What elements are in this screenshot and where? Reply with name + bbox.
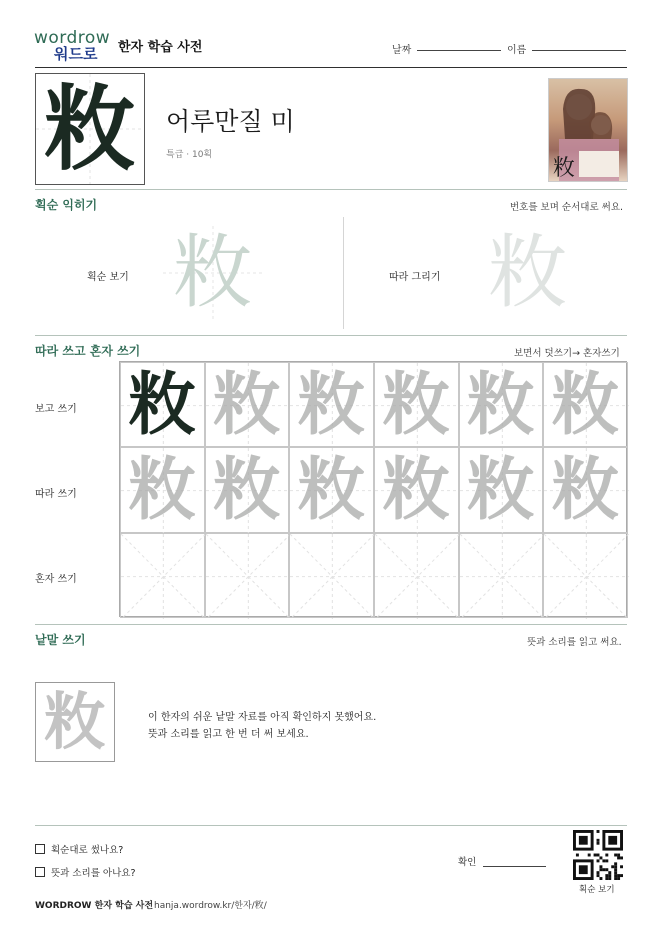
confirm-field[interactable] [483, 866, 546, 867]
logo-en: wordrow [34, 28, 111, 48]
main-hanja: 敉 [43, 75, 136, 183]
practice-cell[interactable] [120, 533, 205, 618]
confirm-label: 확인 [458, 857, 477, 868]
divider-4 [35, 825, 627, 826]
divider-2 [35, 335, 627, 336]
check-item-2-label: 뜻과 소리를 아나요? [51, 868, 136, 879]
stroke-section-title: 획순 익히기 [35, 198, 98, 212]
practice-cell[interactable] [289, 362, 374, 447]
date-field[interactable] [417, 50, 501, 51]
word-section-title: 낱말 쓰기 [35, 633, 86, 647]
stroke-view-label: 획순 보기 [87, 272, 129, 283]
practice-glyph: 敉 [212, 365, 281, 445]
cell-guide-lines [121, 534, 206, 619]
practice-cell[interactable] [120, 362, 205, 447]
main-hanja-box [35, 73, 145, 185]
header-divider [35, 67, 627, 68]
logo-ko: 워드로 [54, 45, 98, 63]
cell-guide-lines [460, 534, 545, 619]
practice-cell[interactable] [459, 533, 544, 618]
practice-cell[interactable] [459, 362, 544, 447]
practice-glyph: 敉 [551, 365, 620, 445]
practice-cell[interactable] [120, 447, 205, 532]
qr-caption: 획순 보기 [579, 885, 615, 895]
trace-char[interactable] [478, 226, 578, 320]
practice-cell[interactable] [459, 447, 544, 532]
svg-text:敉: 敉 [553, 156, 576, 181]
illustration [549, 79, 627, 181]
wordrow-logo [34, 30, 114, 64]
practice-cell[interactable] [289, 447, 374, 532]
practice-section-title: 따라 쓰고 혼자 쓰기 [35, 344, 141, 358]
qr-pattern [573, 830, 623, 880]
checkbox-2[interactable] [35, 867, 45, 877]
meaning-sound: 어루만질 미 [166, 107, 295, 136]
practice-cell[interactable] [205, 447, 290, 532]
stroke-divider [343, 217, 344, 329]
divider-1 [35, 189, 627, 190]
cell-guide-lines [290, 534, 375, 619]
name-field[interactable] [532, 50, 626, 51]
practice-cell[interactable] [374, 362, 459, 447]
practice-cell[interactable] [543, 447, 628, 532]
stroke-order-glyph: 敉 [173, 226, 253, 319]
cell-guide-lines [206, 534, 291, 619]
cell-guide-lines [544, 534, 629, 619]
stroke-section-note: 번호를 보며 순서대로 써요. [510, 202, 624, 213]
checkbox-1[interactable] [35, 844, 45, 854]
practice-cell[interactable] [374, 533, 459, 618]
practice-glyph: 敉 [382, 365, 451, 445]
trace-glyph: 敉 [488, 226, 568, 319]
word-note-line2: 뜻과 소리를 읽고 한 번 더 써 보세요. [148, 729, 309, 740]
practice-grid [119, 361, 627, 617]
practice-glyph: 敉 [382, 450, 451, 531]
date-label: 날짜 [392, 45, 412, 56]
practice-glyph: 敉 [466, 450, 535, 531]
cell-guide-lines [375, 534, 460, 619]
practice-glyph: 敉 [297, 365, 366, 445]
check-item-1[interactable] [35, 842, 123, 856]
practice-cell[interactable] [205, 362, 290, 447]
word-note-line1: 이 한자의 쉬운 낱말 자료를 아직 확인하지 못했어요. [148, 712, 377, 723]
trace-label: 따라 그리기 [389, 272, 441, 283]
practice-glyph: 敉 [128, 365, 197, 445]
app-title: 한자 학습 사전 [118, 40, 203, 55]
row-label-solo: 혼자 쓰기 [35, 574, 77, 585]
stroke-order-char [163, 226, 263, 320]
practice-glyph: 敉 [128, 450, 197, 531]
name-label: 이름 [507, 45, 527, 56]
row-label-view: 보고 쓰기 [35, 404, 77, 415]
practice-cell[interactable] [289, 533, 374, 618]
practice-cell[interactable] [543, 362, 628, 447]
word-section-note: 뜻과 소리를 읽고 써요. [527, 637, 622, 648]
grade-strokes: 특급 · 10획 [166, 150, 213, 160]
practice-glyph: 敉 [466, 365, 535, 445]
row-label-trace: 따라 쓰기 [35, 489, 77, 500]
word-practice-glyph: 敉 [43, 685, 106, 758]
qr-code-icon[interactable] [573, 830, 623, 880]
practice-glyph: 敉 [212, 450, 281, 531]
book-cover-illustration [548, 78, 628, 182]
practice-section-note: 보면서 덧쓰기→ 혼자쓰기 [514, 348, 620, 359]
check-item-2[interactable] [35, 865, 136, 879]
practice-glyph: 敉 [297, 450, 366, 531]
footer-url[interactable]: hanja.wordrow.kr/한자/敉/ [154, 901, 267, 911]
practice-cell[interactable] [543, 533, 628, 618]
word-practice-box[interactable] [35, 682, 115, 762]
practice-cell[interactable] [374, 447, 459, 532]
practice-glyph: 敉 [551, 450, 620, 531]
footer-brand: WORDROW 한자 학습 사전 [35, 901, 154, 911]
divider-3 [35, 624, 627, 625]
check-item-1-label: 획순대로 썼나요? [51, 845, 124, 856]
practice-cell[interactable] [205, 533, 290, 618]
